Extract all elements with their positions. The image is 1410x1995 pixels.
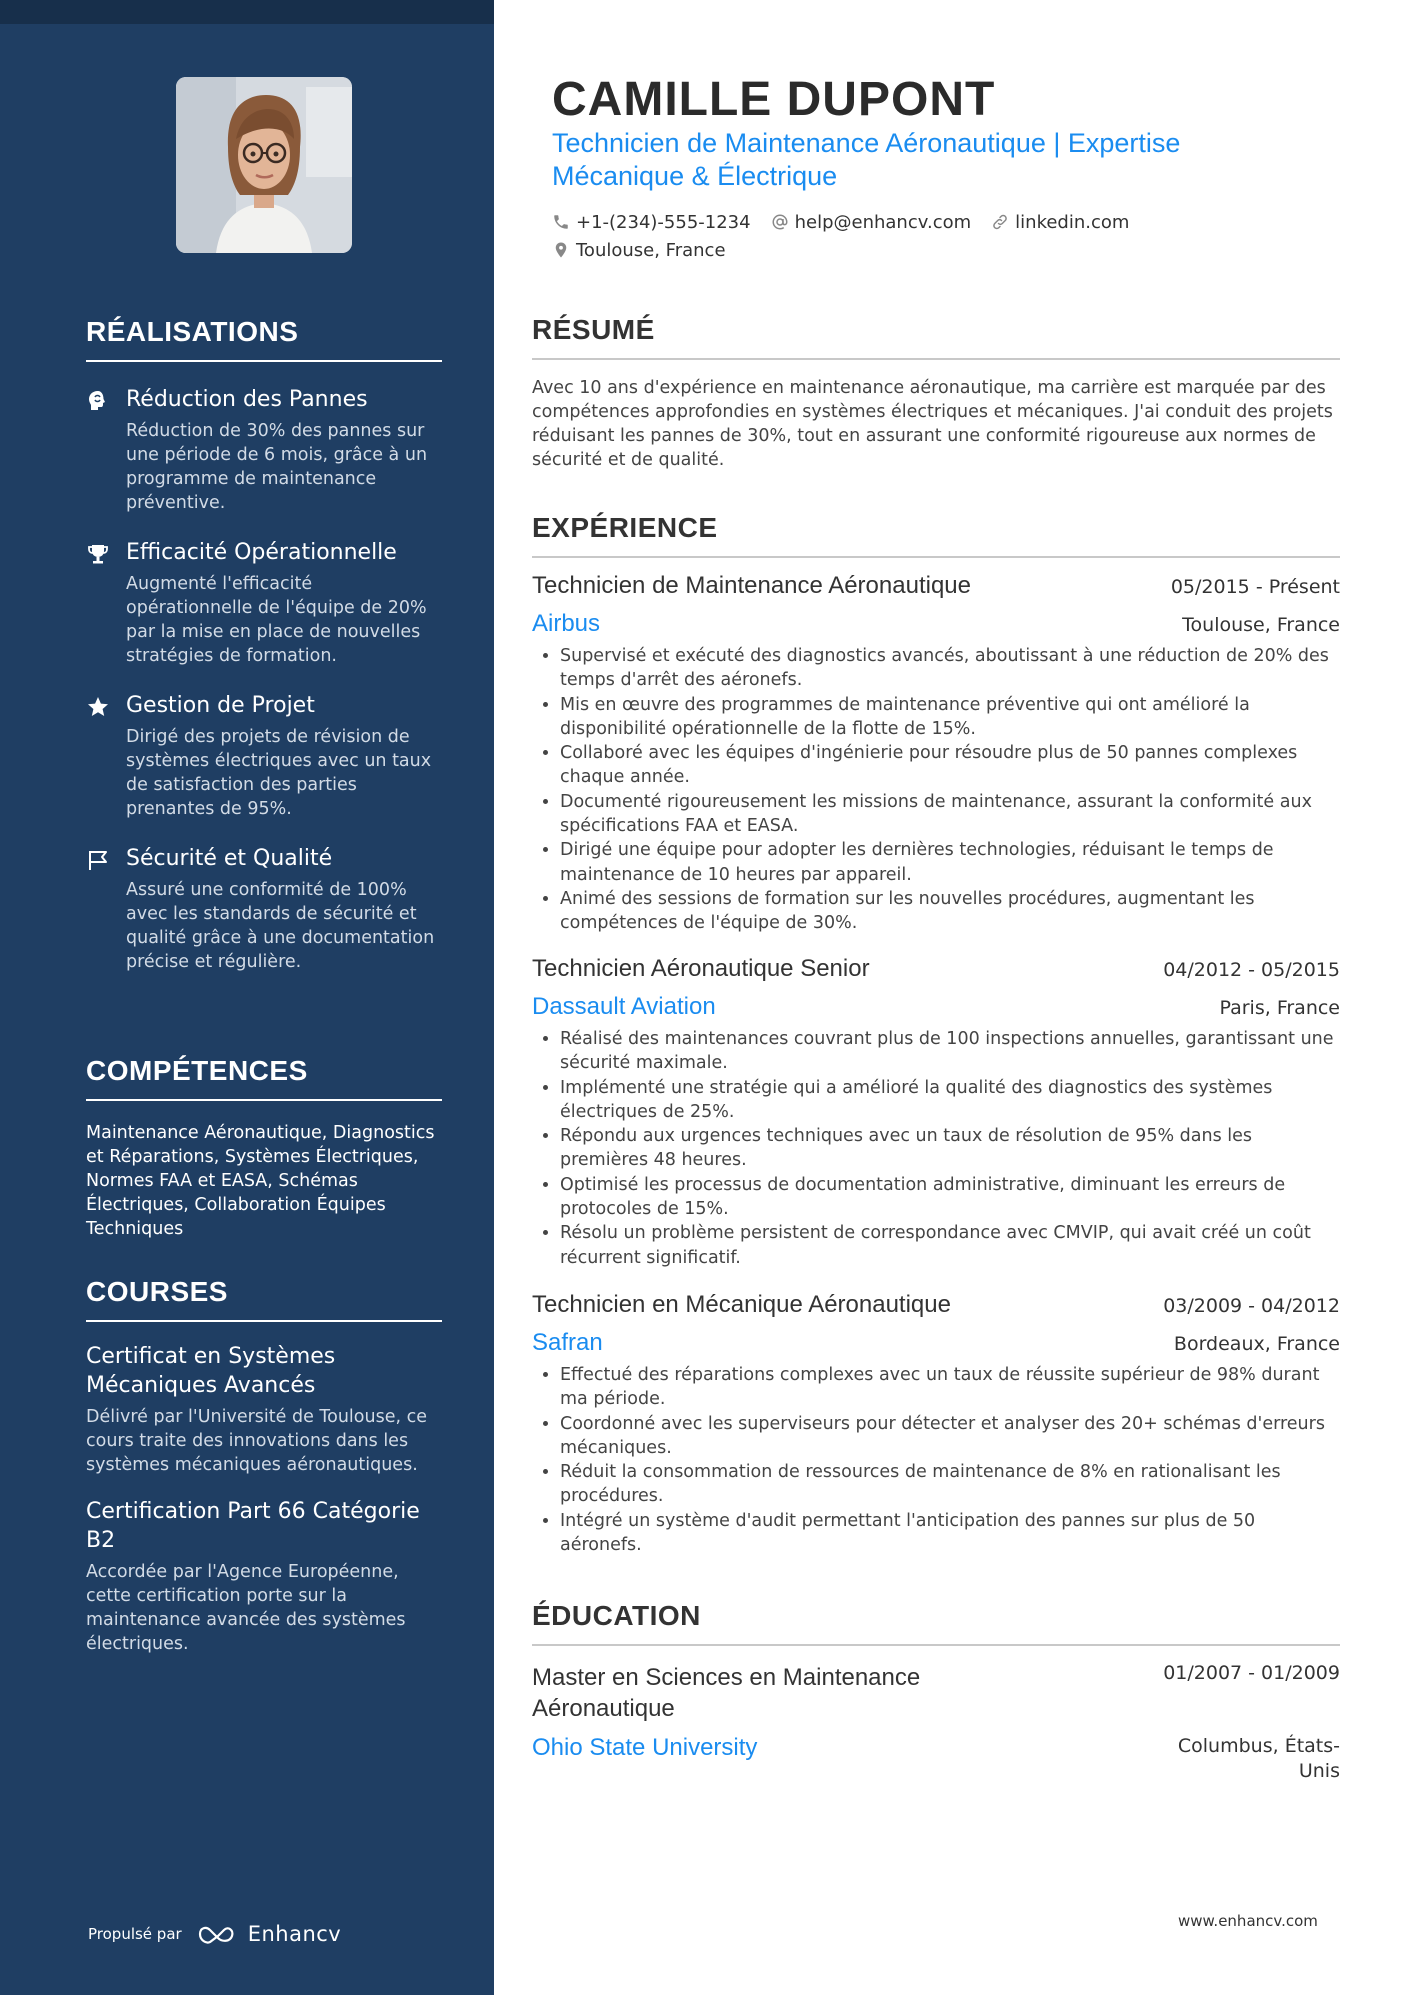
- skills-list: Maintenance Aéronautique, Diagnostics et Réparations, Systèmes Électriques, Normes FAA et EASA, Schémas Électriques, Collaboration Équipes Techniques: [86, 1123, 435, 1239]
- job-entry: [532, 955, 1340, 1270]
- job-bullet: • Réduit la consommation de ressources de maintenance de 8% en rationalisant les procédures.: [560, 1460, 1340, 1509]
- job-entry: [532, 1291, 1340, 1557]
- job-bullet: • Intégré un système d'audit permettant l'anticipation des pannes sur plus de 50 aéronefs.: [560, 1509, 1340, 1558]
- course-title: Certificat en Systèmes Mécaniques Avancés: [86, 1344, 336, 1398]
- job-bullets: [532, 1027, 1340, 1270]
- location-pin-icon: [552, 241, 570, 259]
- footer-website[interactable]: www.enhancv.com: [1178, 1912, 1318, 1930]
- location-text: Toulouse, France: [576, 239, 726, 261]
- powered-by-label: Propulsé par: [88, 1925, 182, 1943]
- trophy-icon: [86, 542, 110, 566]
- phone-icon: [552, 213, 570, 231]
- job-title: Technicien de Maintenance Aéronautique: [532, 572, 971, 599]
- job-company: Dassault Aviation: [532, 993, 716, 1020]
- job-entry: [532, 572, 1340, 936]
- profile-photo: [176, 77, 352, 253]
- phone-text: +1-(234)-555-1234: [576, 211, 751, 233]
- enhancv-logo[interactable]: [196, 1922, 342, 1946]
- contact-info: [552, 208, 1332, 264]
- course-item: [86, 1497, 442, 1656]
- job-bullet: • Supervisé et exécuté des diagnostics avancés, aboutissant à une réduction de 20% des temps d'arrêt des aéronefs.: [560, 644, 1340, 693]
- enhancv-logo-icon: [196, 1922, 240, 1946]
- powered-by: [88, 1922, 341, 1946]
- job-bullet: • Documenté rigoureusement les missions de maintenance, assurant la conformité aux spécifications FAA et EASA.: [560, 790, 1340, 839]
- link-icon: [991, 213, 1009, 231]
- education-heading: ÉDUCATION: [532, 1600, 1340, 1646]
- job-location: Toulouse, France: [1182, 614, 1340, 636]
- education-dates: 01/2007 - 01/2009: [1163, 1662, 1340, 1684]
- achievement-item: [86, 692, 442, 821]
- job-bullet: • Implémenté une stratégie qui a amélioré la qualité des diagnostics des systèmes électriques de 25%.: [560, 1076, 1340, 1125]
- job-title: Technicien en Mécanique Aéronautique: [532, 1291, 951, 1318]
- job-location: Bordeaux, France: [1173, 1333, 1340, 1355]
- at-icon: [771, 213, 789, 231]
- course-desc: Accordée par l'Agence Européenne, cette certification porte sur la maintenance avancée des systèmes électriques.: [86, 1562, 406, 1654]
- email-text: help@enhancv.com: [794, 211, 972, 233]
- job-title: Technicien Aéronautique Senior: [532, 955, 870, 982]
- education-location: Columbus, États-Unis: [1177, 1735, 1340, 1782]
- job-bullets: [532, 644, 1340, 936]
- job-location: Paris, France: [1219, 997, 1340, 1019]
- course-desc: Délivré par l'Université de Toulouse, ce cours traite des innovations dans les systèmes mécaniques aéronautiques.: [86, 1407, 427, 1475]
- achievement-item: [86, 539, 442, 668]
- summary-text: Avec 10 ans d'expérience en maintenance aéronautique, ma carrière est marquée par des compétences approfondies en systèmes électriques et mécaniques. J'ai conduit des projets réduisant les pannes de 30%, tout en assurant une conformité rigoureuse aux normes de sécurité et de qualité.: [532, 378, 1333, 470]
- contact-location: [552, 240, 726, 261]
- skills-section: [86, 1055, 442, 1241]
- courses-section: [86, 1276, 442, 1656]
- job-dates: 03/2009 - 04/2012: [1163, 1295, 1340, 1317]
- achievement-title: Efficacité Opérationnelle: [126, 540, 397, 565]
- achievement-desc: Augmenté l'efficacité opérationnelle de l'équipe de 20% par la mise en place de nouvelles stratégies de formation.: [126, 574, 427, 666]
- achievements-section: [86, 316, 442, 974]
- achievement-item: [86, 386, 442, 515]
- achievement-title: Réduction des Pannes: [126, 387, 368, 412]
- contact-linkedin[interactable]: [991, 212, 1129, 233]
- course-item: [86, 1342, 442, 1477]
- achievement-desc: Assuré une conformité de 100% avec les standards de sécurité et qualité grâce à une documentation précise et régulière.: [126, 880, 435, 972]
- enhancv-logo-text: Enhancv: [247, 1922, 342, 1946]
- job-bullet: • Animé des sessions de formation sur les nouvelles procédures, augmentant les compétences de l'équipe de 30%.: [560, 887, 1340, 936]
- brain-icon: [86, 389, 110, 413]
- job-bullet: • Optimisé les processus de documentation administrative, diminuant les erreurs de protocoles de 15%.: [560, 1173, 1340, 1222]
- job-bullet: • Réalisé des maintenances couvrant plus de 100 inspections annuelles, garantissant une sécurité maximale.: [560, 1027, 1340, 1076]
- job-bullet: • Dirigé une équipe pour adopter les dernières technologies, réduisant le temps de maintenance de 10 heures par appareil.: [560, 838, 1340, 887]
- achievement-title: Sécurité et Qualité: [126, 846, 333, 871]
- achievement-desc: Dirigé des projets de révision de systèmes électriques avec un taux de satisfaction des parties prenantes de 95%.: [126, 727, 432, 819]
- flag-icon: [86, 848, 110, 872]
- job-company: Safran: [532, 1329, 603, 1356]
- candidate-headline: Technicien de Maintenance Aéronautique | Expertise Mécanique & Électrique: [552, 128, 1181, 191]
- contact-phone[interactable]: [552, 212, 751, 233]
- job-bullet: • Collaboré avec les équipes d'ingénierie pour résoudre plus de 50 pannes complexes chaque année.: [560, 741, 1340, 790]
- job-bullet: • Répondu aux urgences techniques avec un taux de résolution de 95% dans les premières 48 heures.: [560, 1124, 1340, 1173]
- achievement-item: [86, 845, 442, 974]
- contact-email[interactable]: [771, 212, 972, 233]
- job-bullet: • Effectué des réparations complexes avec un taux de réussite supérieur de 98% durant ma période.: [560, 1363, 1340, 1412]
- sidebar: [0, 0, 494, 1995]
- job-company: Airbus: [532, 610, 601, 637]
- skills-heading: COMPÉTENCES: [86, 1055, 442, 1101]
- course-title: Certification Part 66 Catégorie B2: [86, 1499, 420, 1553]
- job-dates: 05/2015 - Présent: [1170, 576, 1340, 598]
- experience-heading: EXPÉRIENCE: [532, 512, 1340, 558]
- summary-heading: RÉSUMÉ: [532, 314, 1340, 360]
- achievement-title: Gestion de Projet: [126, 693, 315, 718]
- linkedin-text: linkedin.com: [1015, 211, 1130, 233]
- courses-heading: COURSES: [86, 1276, 442, 1322]
- star-icon: [86, 695, 110, 719]
- education-entry: [532, 1662, 1340, 1784]
- achievements-heading: RÉALISATIONS: [86, 316, 442, 362]
- job-bullet: • Résolu un problème persistent de correspondance avec CMVIP, qui avait créé un coût récurrent significatif.: [560, 1221, 1340, 1270]
- job-dates: 04/2012 - 05/2015: [1163, 959, 1340, 981]
- education-degree: Master en Sciences en Maintenance Aéronautique: [532, 1664, 921, 1722]
- candidate-name: CAMILLE DUPONT: [552, 73, 996, 126]
- job-bullet: • Mis en œuvre des programmes de maintenance préventive qui ont amélioré la disponibilité opérationnelle de la flotte de 15%.: [560, 693, 1340, 742]
- education-school: Ohio State University: [532, 1734, 758, 1761]
- achievement-desc: Réduction de 30% des pannes sur une période de 6 mois, grâce à un programme de maintenance préventive.: [126, 421, 428, 513]
- job-bullets: [532, 1363, 1340, 1557]
- job-bullet: • Coordonné avec les superviseurs pour détecter et analyser des 20+ schémas d'erreurs mécaniques.: [560, 1412, 1340, 1461]
- sidebar-top-strip: [0, 0, 494, 24]
